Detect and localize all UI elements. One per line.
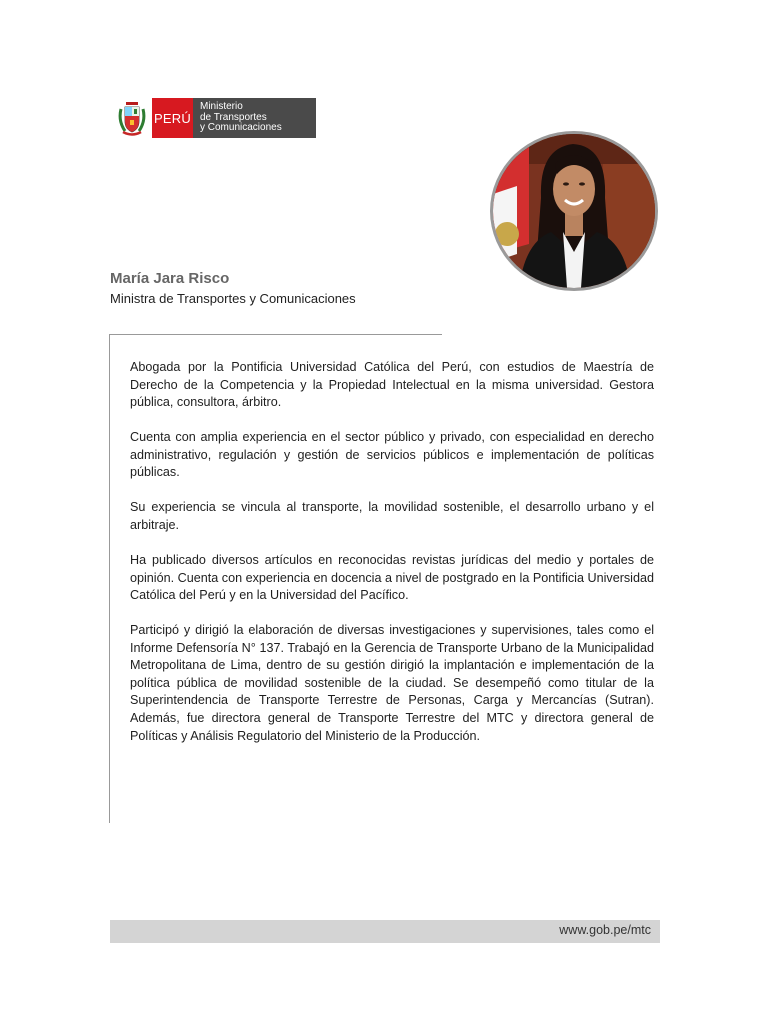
bio-paragraph: Abogada por la Pontificia Universidad Católica del Perú, con estudios de Maestría de Derecho de la Competencia y la Propiedad Intelectual en la misma universidad. Gestora pública, consultora, árbitro. [130,360,654,410]
footer-url: www.gob.pe/mtc [559,923,651,937]
ministry-line-3: y Comunicaciones [200,122,282,134]
portrait-image [493,134,655,288]
bio-paragraph: Su experiencia se vincula al transporte, la movilidad sostenible, el desarrollo urbano y el arbitraje. [130,500,654,532]
ministry-line-2: de Transportes [200,111,267,123]
country-label: PERÚ [152,98,193,138]
bio-paragraph: Cuenta con amplia experiencia en el sector público y privado, con especialidad en derecho administrativo, regulación y gestión de servicios públicos e implementación de políticas públicas. [130,430,654,480]
ministry-name [193,98,316,138]
person-role: Ministra de Transportes y Comunicaciones [110,291,356,306]
minister-portrait [490,131,658,291]
person-name: María Jara Risco [110,270,230,287]
ministry-line-1: Ministerio [200,101,243,113]
bio-paragraph: Participó y dirigió la elaboración de diversas investigaciones y supervisiones, tales como el Informe Defensoría N° 137. Trabajó en la Gerencia de Transporte Urbano de la Municipalidad Metropolitana de Lima, dentro de su gestión dirigió la implantación e implementación de la política pública de movilidad sostenible de la ciudad. Se desempeñó como titular de la Superintendencia de Transporte Terrestre de Personas, Carga y Mercancías (Sutran). Además, fue directora general de Transporte Terrestre del MTC y directora general de Políticas y Análisis Regulatorio del Ministerio de la Producción. [130,623,654,743]
footer-bar [110,920,660,943]
coat-of-arms-icon [116,98,148,138]
ministry-logo [116,98,316,138]
biography [130,359,654,763]
bio-paragraph: Ha publicado diversos artículos en reconocidas revistas jurídicas del medio y portales de opinión. Cuenta con experiencia en docencia a nivel de postgrado en la Pontificia Universidad Católica del Perú y en la Universidad del Pacífico. [130,552,654,603]
